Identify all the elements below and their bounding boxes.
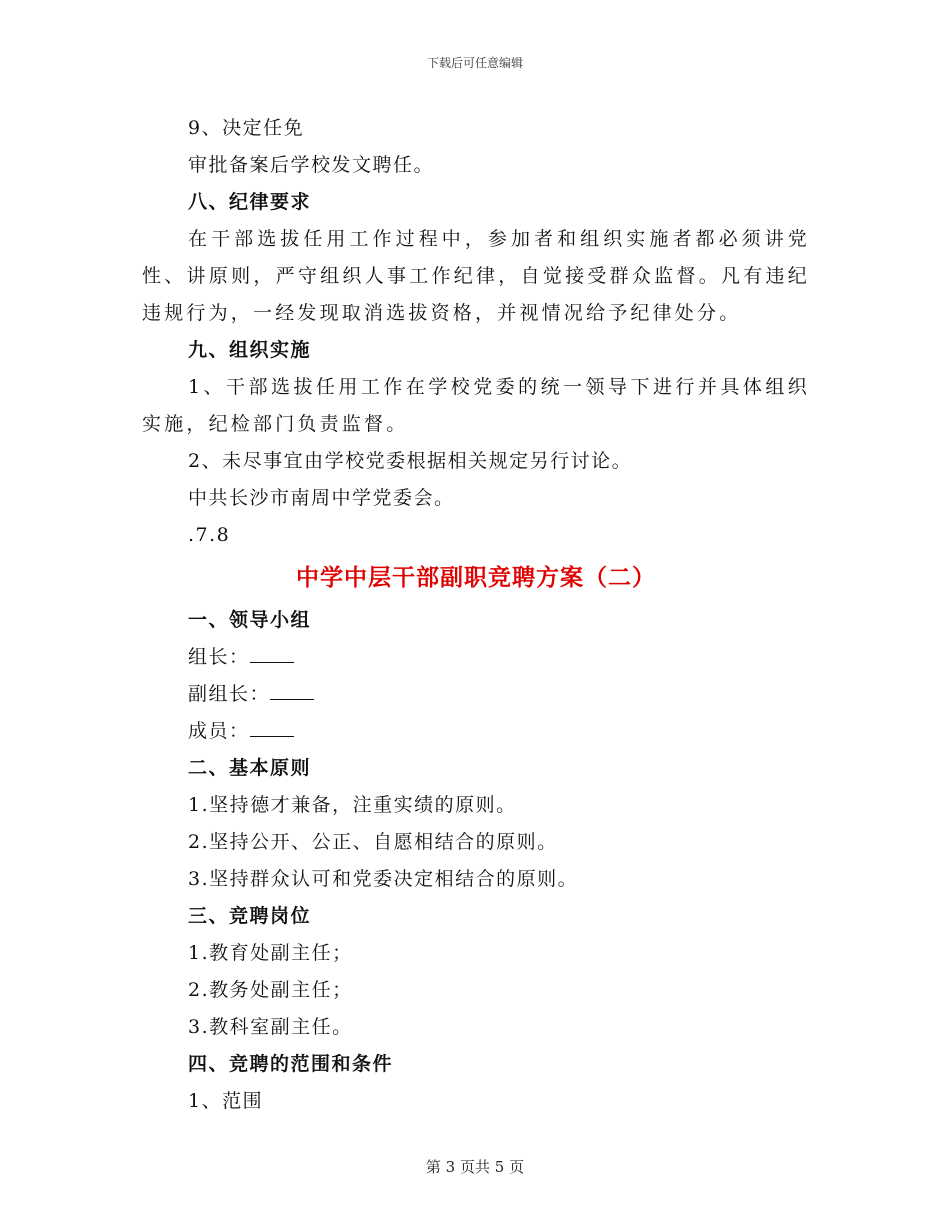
section-8-paragraph: 在干部选拔任用工作过程中，参加者和组织实施者都必须讲党性、讲原则，严守组织人事工作纪律，自觉接受群众监督。凡有违纪违规行为，一经发现取消选拔资格，并视情况给予纪律处分。 [142,228,810,324]
section-9-item-2: 2、未尽事宜由学校党委根据相关规定另行讨论。 [188,450,633,472]
section-9-heading: 九、组织实施 [188,339,312,361]
s2-item-1: 1.坚持德才兼备，注重实绩的原则。 [188,794,517,816]
leader-label: 组长： [188,646,250,668]
members-blank [250,716,294,737]
item9-heading: 9、决定任免 [188,117,305,139]
s2-item-2: 2.坚持公开、公正、自愿相结合的原则。 [188,831,558,853]
page-footer: 第 3 页共 5 页 [425,1158,525,1176]
deputy-line [142,676,810,713]
s2-heading: 二、基本原则 [188,757,312,779]
s4-heading: 四、竞聘的范围和条件 [188,1053,394,1075]
item9-text: 审批备案后学校发文聘任。 [188,154,435,176]
s1-heading: 一、领导小组 [188,609,312,631]
s3-heading: 三、竞聘岗位 [188,905,312,927]
s2-item-3: 3.坚持群众认可和党委决定相结合的原则。 [188,868,579,890]
date: .7.8 [188,524,231,546]
document-body [142,110,810,1120]
s3-item-3: 3.教科室副主任。 [188,1016,353,1038]
signature: 中共长沙市南周中学党委会。 [188,487,455,509]
leader-line [142,639,810,676]
s3-item-2: 2.教务处副主任； [188,979,353,1001]
section-8-heading: 八、纪律要求 [188,191,312,213]
members-line [142,713,810,750]
members-label: 成员： [188,720,250,742]
deputy-label: 副组长： [188,683,271,705]
s3-item-1: 1.教育处副主任； [188,942,353,964]
leader-blank [250,642,294,663]
section-9-item-1: 1、干部选拔任用工作在学校党委的统一领导下进行并具体组织实施，纪检部门负责监督。 [142,376,810,435]
s4-sub-1: 1、范围 [188,1090,264,1112]
page-header: 下载后可任意编辑 [426,56,523,70]
deputy-blank [270,679,314,700]
document-title: 中学中层干部副职竞聘方案（二） [296,565,656,591]
